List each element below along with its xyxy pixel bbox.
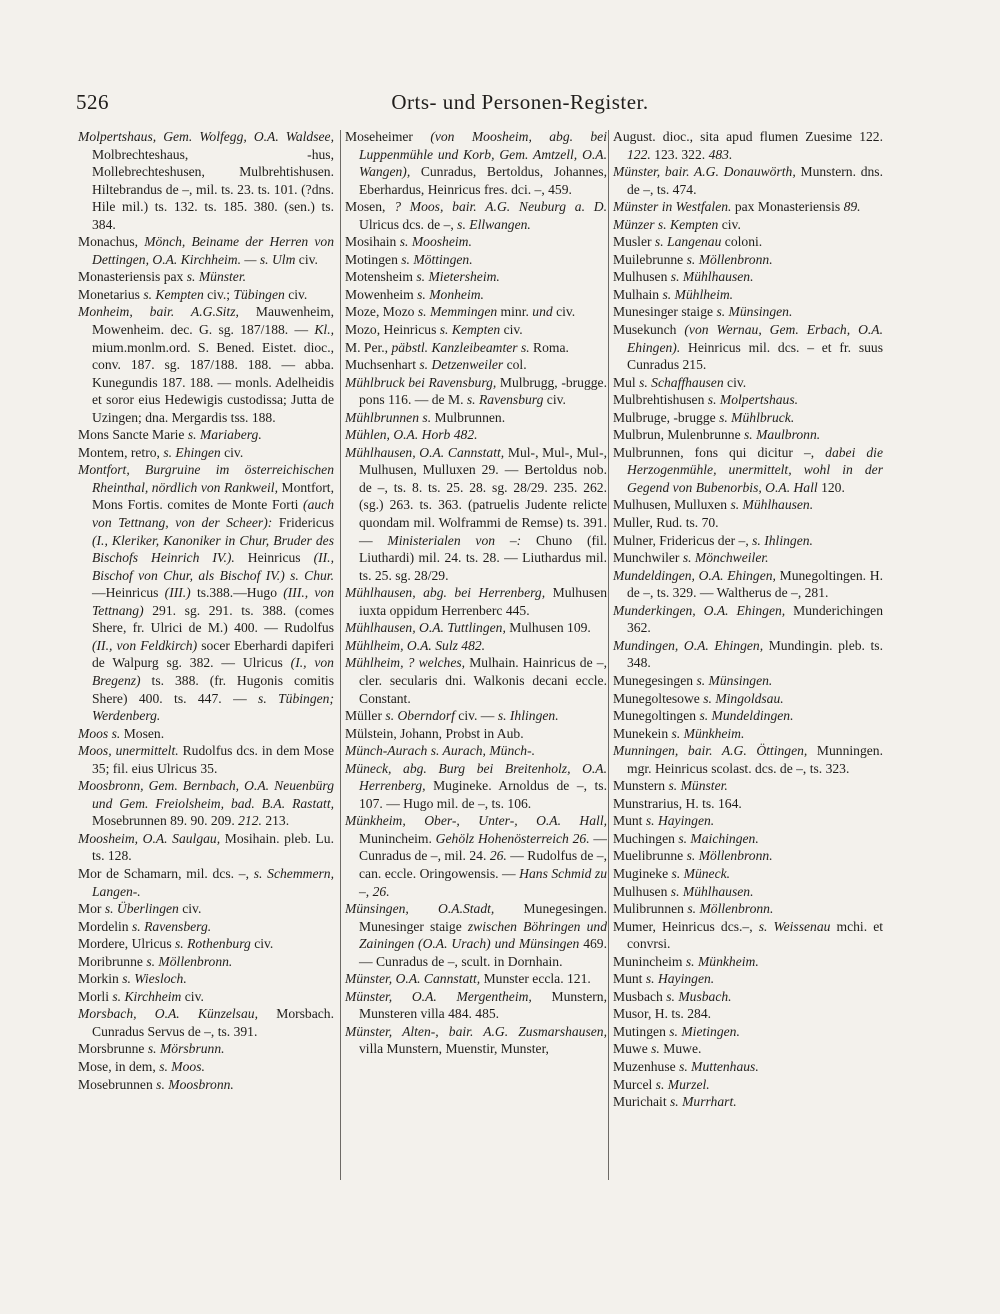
register-entry: Muller, Rud. ts. 70. bbox=[613, 515, 719, 531]
register-entry: Munningen, bair. A.G. Öttingen, Munningen. mgr. Heinricus scolast. dcs. de –, ts. 323. bbox=[613, 743, 883, 776]
register-entry: Musekunch (von Wernau, Gem. Erbach, O.A. Ehingen). Heinricus mil. dcs. – et fr. suus Cunradus 215. bbox=[613, 322, 884, 373]
register-entry: Mulhusen, Mulluxen s. Mühlhausen. bbox=[613, 497, 814, 513]
register-column-3 bbox=[613, 128, 883, 1111]
register-entry: Molpertshaus, Gem. Wolfegg, O.A. Waldsee, Molbrechteshaus, -hus, Mollebrechteshusen, Mulbrehtishusen. Hiltebrandus de –, mil. ts. 23. ts. 101. (?dns. Hile mil.) ts. 132. ts. 185. 380. (sen.) ts. 384. bbox=[78, 129, 334, 232]
column-divider-2 bbox=[608, 130, 609, 1180]
register-entry: Murichait s. Murrhart. bbox=[613, 1094, 737, 1110]
running-head: Orts- und Personen-Register. bbox=[391, 90, 649, 114]
register-entry: Motensheim s. Mietersheim. bbox=[345, 269, 500, 285]
register-entry: Mühlheim, O.A. Sulz 482. bbox=[345, 637, 486, 653]
register-entry: Monasteriensis pax s. Münster. bbox=[78, 269, 247, 285]
register-entry: Mulhain s. Mühlheim. bbox=[613, 286, 734, 302]
register-entry: Monheim, bair. A.G.Sitz, Mauwenheim, Mowenheim. dec. G. sg. 187/188. — Kl., mium.monlm.ord. S. Bened. Eistet. dioc., conv. 187. sg. 187/188. 188. — abba. Kunegundis 187. 188. — monls. Adelheidis et soror eius Hedewigis custodissa; Jutta de Uzingen; dna. Mergardis tss. 188. bbox=[78, 304, 334, 425]
register-entry: Mosen, ? Moos, bair. A.G. Neuburg a. D. Ulricus dcs. de –, s. Ellwangen. bbox=[345, 199, 607, 232]
register-entry: Munekein s. Münkheim. bbox=[613, 725, 745, 741]
register-entry: Münzer s. Kempten civ. bbox=[613, 216, 741, 232]
register-entry: Mumer, Heinricus dcs.–, s. Weissenau mchi. et convrsi. bbox=[613, 918, 884, 952]
register-entry: Mugineke s. Müneck. bbox=[613, 865, 731, 881]
register-entry: Mose, in dem, s. Moos. bbox=[78, 1058, 205, 1074]
register-column-2 bbox=[345, 128, 607, 1058]
register-entry: Motingen s. Möttingen. bbox=[345, 251, 473, 267]
register-entry: Muilebrunne s. Möllenbronn. bbox=[613, 251, 773, 267]
register-entry: Mordere, Ulricus s. Rothenburg civ. bbox=[78, 936, 274, 952]
register-entry: Mordelin s. Ravensberg. bbox=[78, 918, 212, 934]
register-entry: Mulibrunnen s. Möllenbronn. bbox=[613, 901, 774, 917]
register-entry: Muchingen s. Maichingen. bbox=[613, 830, 759, 846]
register-entry: Mutingen s. Mietingen. bbox=[613, 1023, 740, 1039]
register-entry: Mundingen, O.A. Ehingen, Mundingin. pleb. ts. 348. bbox=[613, 637, 883, 671]
register-entry: Muzenhuse s. Muttenhaus. bbox=[613, 1058, 759, 1074]
register-entry: Montem, retro, s. Ehingen civ. bbox=[78, 444, 244, 460]
register-entry: Müneck, abg. Burg bei Breitenholz, O.A. Herrenberg, Mugineke. Arnoldus de –, ts. 107. — Hugo mil. de –, ts. 106. bbox=[345, 760, 607, 811]
register-entry: Mulbruge, -brugge s. Mühlbruck. bbox=[613, 409, 795, 425]
register-entry: Moze, Mozo s. Memmingen minr. und civ. bbox=[345, 304, 576, 320]
register-entry: Mor de Schamarn, mil. dcs. –, s. Schemmern, Langen-. bbox=[78, 865, 334, 899]
register-entry: Mor s. Überlingen civ. bbox=[78, 901, 202, 917]
register-entry: Mons Sancte Marie s. Mariaberg. bbox=[78, 427, 262, 443]
register-entry: Muwe s. Muwe. bbox=[613, 1041, 702, 1057]
register-entry: Moribrunne s. Möllenbronn. bbox=[78, 953, 233, 969]
register-entry: Münster in Westfalen. pax Monasteriensis 89. bbox=[613, 199, 861, 215]
register-entry: Monachus, Mönch, Beiname der Herren von Dettingen, O.A. Kirchheim. — s. Ulm civ. bbox=[78, 234, 334, 267]
register-entry: Mulner, Fridericus der –, s. Ihlingen. bbox=[613, 532, 813, 548]
register-entry: Mühlhausen, O.A. Tuttlingen, Mulhusen 109. bbox=[345, 620, 591, 636]
register-entry: Monetarius s. Kempten civ.; Tübingen civ. bbox=[78, 286, 308, 302]
register-entry: Mosihain s. Moosheim. bbox=[345, 234, 472, 250]
register-entry: Münsingen, O.A.Stadt, Munegesingen. Munesinger staige zwischen Böhringen und Zainingen (O.A. Urach) und Münsingen 469. — Cunradus de –, scult. in Dornhain. bbox=[345, 901, 607, 969]
register-entry: Mühlen, O.A. Horb 482. bbox=[345, 427, 478, 443]
register-entry: Morkin s. Wiesloch. bbox=[78, 971, 187, 987]
register-entry: Munderkingen, O.A. Ehingen, Munderichingen 362. bbox=[613, 602, 883, 636]
register-entry: Munincheim s. Münkheim. bbox=[613, 953, 759, 969]
register-entry: Müller s. Oberndorf civ. — s. Ihlingen. bbox=[345, 708, 559, 724]
register-entry: Münkheim, Ober-, Unter-, O.A. Hall, Munincheim. Gehölz Hohenösterreich 26. — Cunradus de –, mil. 24. 26. — Rudolfus de –, can. eccle. Oringowensis. — Hans Schmid zu –, 26. bbox=[345, 813, 607, 899]
register-entry: Musor, H. ts. 284. bbox=[613, 1006, 712, 1022]
register-entry: Munchwiler s. Mönchweiler. bbox=[613, 550, 769, 566]
register-entry: Munesinger staige s. Münsingen. bbox=[613, 304, 793, 320]
register-entry: Moos, unermittelt. Rudolfus dcs. in dem Mose 35; fil. eius Ulricus 35. bbox=[78, 743, 334, 776]
register-entry: Munt s. Hayingen. bbox=[613, 813, 715, 829]
register-entry: Mülstein, Johann, Probst in Aub. bbox=[345, 725, 524, 741]
register-entry: Mulbrun, Mulenbrunne s. Maulbronn. bbox=[613, 427, 821, 443]
register-entry: Mühlhausen, O.A. Cannstatt, Mul-, Mul-, Mul-, Mulhusen, Mulluxen 29. — Bertoldus nob. de –, ts. 8. ts. 25. 28. sg. 28/29. 235. 262. (sg.) 263. ts. 363. (patruelis Judente relicte quondam mil. Wolframmi de Remse) ts. 391. — Ministerialen von –: Chuno (fil. Liuthardi) mil. 24. ts. 28. — Liuthardus mil. ts. 25. sg. 28/29. bbox=[345, 444, 608, 583]
register-column-1 bbox=[78, 128, 334, 1093]
register-entry: Muchsenhart s. Detzenweiler col. bbox=[345, 357, 527, 373]
register-entry: Mühlheim, ? welches, Mulhain. Hainricus de –, cler. secularis dni. Walkonis decani eccle. Constant. bbox=[345, 655, 607, 706]
page-number: 526 bbox=[76, 90, 109, 114]
register-entry: Musbach s. Musbach. bbox=[613, 988, 732, 1004]
register-entry: Münster, Alten-, bair. A.G. Zusmarshausen, villa Munstern, Muenstir, Munster, bbox=[345, 1023, 607, 1057]
register-entry: Musler s. Langenau coloni. bbox=[613, 234, 763, 250]
register-entry: Munstern s. Münster. bbox=[613, 778, 728, 794]
register-entry: Münster, O.A. Cannstatt, Munster eccla. 121. bbox=[345, 971, 591, 987]
register-entry: Moosbronn, Gem. Bernbach, O.A. Neuenbürg und Gem. Freiolsheim, bad. B.A. Rastatt, Mosebrunnen 89. 90. 209. 212. 213. bbox=[78, 778, 334, 829]
register-entry: Mühlbruck bei Ravensburg, Mulbrugg, -brugge. pons 116. — de M. s. Ravensburg civ. bbox=[345, 374, 607, 408]
register-entry: August. dioc., sita apud flumen Zuesime 122. 122. 123. 322. 483. bbox=[613, 129, 883, 162]
register-entry: Morsbrunne s. Mörsbrunn. bbox=[78, 1041, 225, 1057]
register-entry: Mozo, Heinricus s. Kempten civ. bbox=[345, 322, 523, 338]
register-entry: Mühlbrunnen s. Mulbrunnen. bbox=[345, 409, 506, 425]
register-entry: Mulhusen s. Mühlhausen. bbox=[613, 269, 754, 285]
register-entry: Mulbrunnen, fons qui dicitur –, dabei die Herzogenmühle, unermittelt, wohl in der Gegend von Bubenorbis, O.A. Hall 120. bbox=[613, 444, 883, 495]
register-entry: Munegoltingen s. Mundeldingen. bbox=[613, 708, 794, 724]
register-entry: Münster, bair. A.G. Donauwörth, Munstern. dns. de –, ts. 474. bbox=[613, 164, 883, 197]
register-entry: Moosheim, O.A. Saulgau, Mosihain. pleb. Lu. ts. 128. bbox=[78, 830, 334, 864]
register-entry: Muelibrunne s. Möllenbronn. bbox=[613, 848, 773, 864]
register-entry: Mundeldingen, O.A. Ehingen, Munegoltingen. H. de –, ts. 329. — Waltherus de –, 281. bbox=[613, 567, 883, 601]
register-entry: Moos s. Mosen. bbox=[78, 725, 165, 741]
register-entry: Mosebrunnen s. Moosbronn. bbox=[78, 1076, 234, 1092]
register-entry: Mulhusen s. Mühlhausen. bbox=[613, 883, 754, 899]
register-entry: Montfort, Burgruine im österreichischen Rheinthal, nördlich von Rankweil, Montfort, Mons Fortis. comites de Monte Forti (auch von Tettnang, von der Scheer): Fridericus (I., Kleriker, Kanoniker in Chur, Bruder des Bischofs Heinrich IV.). Heinricus (II., Bischof von Chur, als Bischof IV.) s. Chur. —Heinricus (III.) ts.388.—Hugo (III., von Tettnang) 291. sg. 291. ts. 388. (comes Shere, fr. Ulrici de M.) 400. — Rudolfus (II., von Feldkirch) socer Eberhardi dapiferi de Walpurg sg. 382. — Ulricus (I., von Bregenz) ts. 388. (fr. Hugonis comitis Shere) 400. ts. 447. — s. Tübingen; Werdenberg. bbox=[78, 462, 335, 724]
register-entry: Mowenheim s. Monheim. bbox=[345, 286, 484, 302]
register-entry: Munegoltesowe s. Mingoldsau. bbox=[613, 690, 784, 706]
register-entry: Mulbrehtishusen s. Molpertshaus. bbox=[613, 392, 799, 408]
register-entry: M. Per., päbstl. Kanzleibeamter s. Roma. bbox=[345, 339, 569, 355]
column-divider-1 bbox=[340, 130, 341, 1180]
register-entry: Mühlhausen, abg. bei Herrenberg, Mulhusen iuxta oppidum Herrenberc 445. bbox=[345, 585, 607, 618]
register-entry: Münster, O.A. Mergentheim, Munstern, Munsteren villa 484. 485. bbox=[345, 988, 607, 1022]
register-entry: Münch-Aurach s. Aurach, Münch-. bbox=[345, 743, 536, 759]
register-entry: Munegesingen s. Münsingen. bbox=[613, 672, 773, 688]
register-entry: Morsbach, O.A. Künzelsau, Morsbach. Cunradus Servus de –, ts. 391. bbox=[78, 1006, 334, 1039]
register-entry: Murcel s. Murzel. bbox=[613, 1076, 710, 1092]
register-entry: Moseheimer (von Moosheim, abg. bei Luppenmühle und Korb, Gem. Amtzell, O.A. Wangen), Cunradus, Bertoldus, Johannes, Eberhardus, Heinricus fres. dci. –, 459. bbox=[345, 129, 607, 197]
register-entry: Munstrarius, H. ts. 164. bbox=[613, 795, 742, 811]
register-entry: Munt s. Hayingen. bbox=[613, 971, 715, 987]
register-entry: Morli s. Kirchheim civ. bbox=[78, 988, 204, 1004]
register-entry: Mul s. Schaffhausen civ. bbox=[613, 374, 747, 390]
